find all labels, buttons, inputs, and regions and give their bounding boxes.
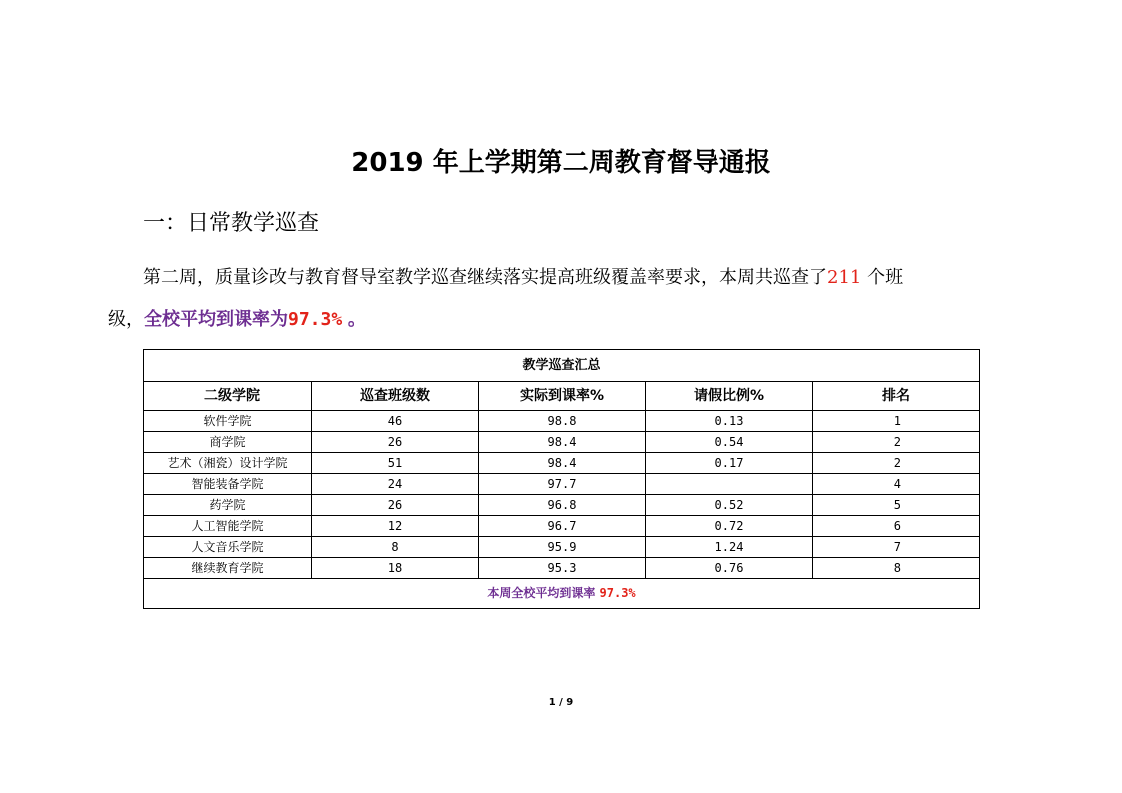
table-row [144, 432, 980, 453]
page-title: 2019 年上学期第二周教育督导通报 [351, 148, 771, 178]
cell-classes-inspected: 18 [312, 558, 479, 579]
cell-rank: 2 [813, 453, 980, 474]
paragraph-suffix: 个班 [867, 267, 904, 288]
cell-leave-ratio: 0.54 [646, 432, 813, 453]
page-number: 1 / 9 [548, 697, 574, 708]
paragraph-line-1 [143, 263, 1033, 293]
cell-classes-inspected: 51 [312, 453, 479, 474]
class-count: 211 [827, 267, 862, 288]
table-row [144, 453, 980, 474]
header-attendance-rate: 实际到课率% [479, 382, 646, 411]
cell-rank: 6 [813, 516, 980, 537]
table-body [144, 411, 980, 579]
header-classes-inspected: 巡查班级数 [312, 382, 479, 411]
cell-college: 药学院 [144, 495, 312, 516]
paragraph-line-2 [108, 305, 366, 335]
cell-attendance-rate: 98.8 [479, 411, 646, 432]
cell-classes-inspected: 46 [312, 411, 479, 432]
cell-leave-ratio: 0.17 [646, 453, 813, 474]
cell-rank: 1 [813, 411, 980, 432]
cell-college: 艺术（湘瓷）设计学院 [144, 453, 312, 474]
header-college: 二级学院 [144, 382, 312, 411]
cell-attendance-rate: 97.7 [479, 474, 646, 495]
table-row [144, 474, 980, 495]
table-footer-row [144, 579, 980, 609]
header-rank: 排名 [813, 382, 980, 411]
cell-classes-inspected: 24 [312, 474, 479, 495]
cell-leave-ratio: 0.76 [646, 558, 813, 579]
cell-rank: 4 [813, 474, 980, 495]
cell-leave-ratio: 1.24 [646, 537, 813, 558]
paragraph-prefix: 级， [108, 309, 144, 330]
cell-college: 人工智能学院 [144, 516, 312, 537]
table-row [144, 516, 980, 537]
cell-leave-ratio: 0.72 [646, 516, 813, 537]
footer-value: 97.3% [599, 586, 636, 600]
table-row [144, 558, 980, 579]
cell-classes-inspected: 12 [312, 516, 479, 537]
cell-attendance-rate: 98.4 [479, 453, 646, 474]
cell-leave-ratio [646, 474, 813, 495]
cell-rank: 7 [813, 537, 980, 558]
average-label: 全校平均到课率为 [144, 309, 288, 330]
cell-attendance-rate: 95.9 [479, 537, 646, 558]
table-caption-row [144, 350, 980, 382]
cell-college: 智能装备学院 [144, 474, 312, 495]
cell-attendance-rate: 96.8 [479, 495, 646, 516]
average-value: 97.3% [288, 309, 343, 330]
table-row [144, 411, 980, 432]
attendance-summary-table [143, 349, 980, 609]
cell-attendance-rate: 96.7 [479, 516, 646, 537]
paragraph-end: 。 [347, 309, 366, 330]
cell-attendance-rate: 98.4 [479, 432, 646, 453]
table-row [144, 537, 980, 558]
cell-attendance-rate: 95.3 [479, 558, 646, 579]
footer-label: 本周全校平均到课率 [487, 586, 596, 600]
table-header-row [144, 382, 980, 411]
header-leave-ratio: 请假比例% [646, 382, 813, 411]
cell-college: 软件学院 [144, 411, 312, 432]
paragraph-text: 第二周，质量诊改与教育督导室教学巡查继续落实提高班级覆盖率要求，本周共巡查了 [143, 267, 827, 288]
cell-college: 商学院 [144, 432, 312, 453]
cell-college: 人文音乐学院 [144, 537, 312, 558]
cell-college: 继续教育学院 [144, 558, 312, 579]
cell-leave-ratio: 0.13 [646, 411, 813, 432]
cell-rank: 8 [813, 558, 980, 579]
cell-rank: 2 [813, 432, 980, 453]
cell-leave-ratio: 0.52 [646, 495, 813, 516]
cell-classes-inspected: 8 [312, 537, 479, 558]
table-row [144, 495, 980, 516]
cell-classes-inspected: 26 [312, 432, 479, 453]
cell-classes-inspected: 26 [312, 495, 479, 516]
section-heading: 一：日常教学巡查 [143, 211, 320, 236]
table-caption: 教学巡查汇总 [144, 350, 980, 382]
cell-rank: 5 [813, 495, 980, 516]
table-footer [144, 579, 980, 609]
